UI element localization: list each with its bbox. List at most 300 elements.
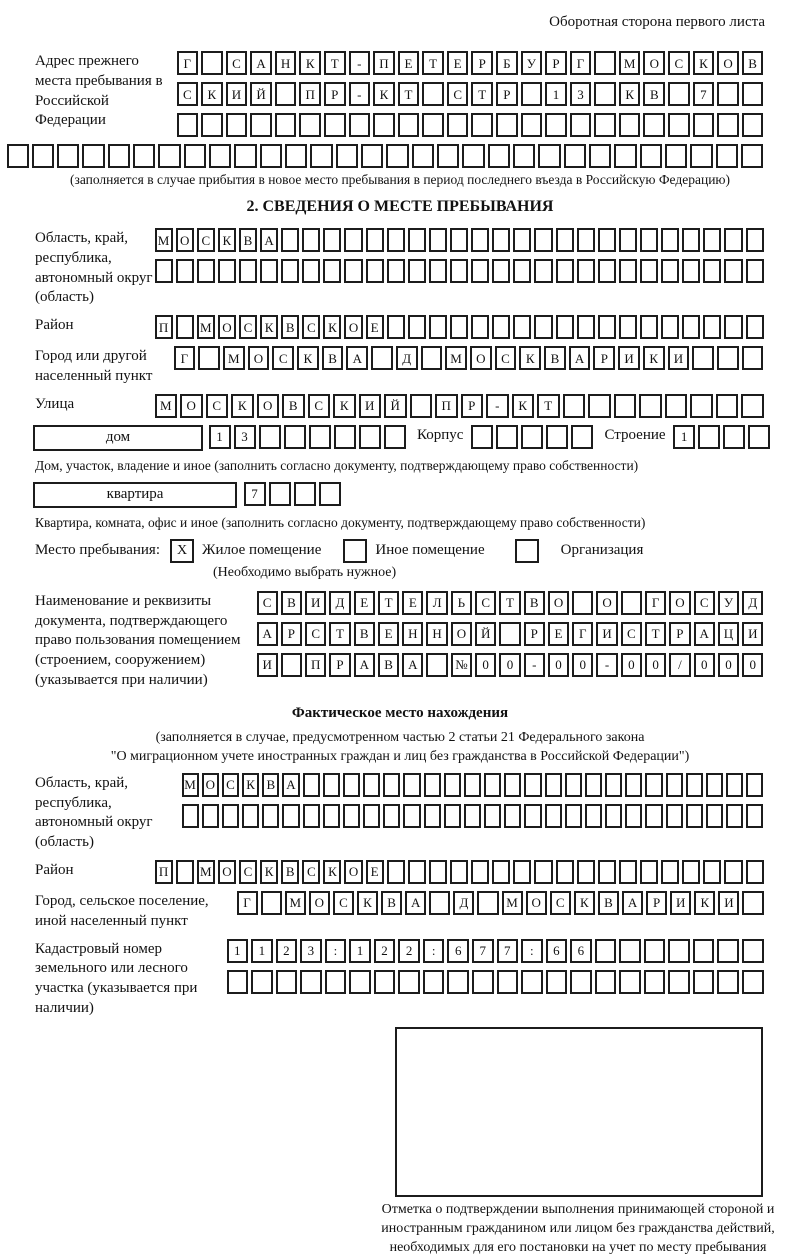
char-cell[interactable]: [545, 113, 567, 137]
char-cell[interactable]: М: [619, 51, 641, 75]
char-cell[interactable]: [158, 144, 180, 168]
char-cell[interactable]: [534, 315, 552, 339]
char-cell[interactable]: [521, 425, 543, 449]
organization-checkbox[interactable]: [515, 539, 539, 563]
char-cell[interactable]: [182, 804, 199, 828]
char-cell[interactable]: [746, 804, 763, 828]
char-cell[interactable]: У: [718, 591, 739, 615]
char-cell[interactable]: [563, 394, 586, 418]
char-cell[interactable]: [639, 394, 662, 418]
char-cell[interactable]: С: [206, 394, 229, 418]
char-cell[interactable]: [556, 228, 574, 252]
char-cell[interactable]: А: [569, 346, 591, 370]
char-cell[interactable]: [690, 394, 713, 418]
char-cell[interactable]: [724, 860, 742, 884]
region-row-2[interactable]: [153, 259, 765, 283]
char-cell[interactable]: В: [322, 346, 344, 370]
char-cell[interactable]: [242, 804, 259, 828]
char-cell[interactable]: [585, 804, 602, 828]
char-cell[interactable]: О: [218, 315, 236, 339]
char-cell[interactable]: А: [354, 653, 375, 677]
char-cell[interactable]: С: [333, 891, 354, 915]
char-cell[interactable]: [565, 804, 582, 828]
char-cell[interactable]: [269, 482, 291, 506]
char-cell[interactable]: [444, 773, 461, 797]
char-cell[interactable]: О: [596, 591, 617, 615]
char-cell[interactable]: Р: [524, 622, 545, 646]
char-cell[interactable]: [686, 773, 703, 797]
char-cell[interactable]: 0: [694, 653, 715, 677]
char-cell[interactable]: [742, 939, 764, 963]
char-cell[interactable]: [444, 804, 461, 828]
char-cell[interactable]: [692, 346, 714, 370]
char-cell[interactable]: [239, 259, 257, 283]
char-cell[interactable]: 6: [546, 939, 568, 963]
char-cell[interactable]: [661, 315, 679, 339]
char-cell[interactable]: [426, 653, 447, 677]
char-cell[interactable]: [471, 259, 489, 283]
char-cell[interactable]: [716, 394, 739, 418]
char-cell[interactable]: [349, 113, 371, 137]
char-cell[interactable]: [698, 425, 720, 449]
char-cell[interactable]: Е: [548, 622, 569, 646]
char-cell[interactable]: [275, 82, 297, 106]
char-cell[interactable]: [450, 315, 468, 339]
char-cell[interactable]: [742, 113, 764, 137]
char-cell[interactable]: [741, 394, 764, 418]
char-cell[interactable]: О: [344, 860, 362, 884]
char-cell[interactable]: Р: [461, 394, 484, 418]
char-cell[interactable]: О: [257, 394, 280, 418]
char-cell[interactable]: Р: [281, 622, 302, 646]
char-cell[interactable]: А: [405, 891, 426, 915]
char-cell[interactable]: К: [619, 82, 641, 106]
char-cell[interactable]: С: [222, 773, 239, 797]
char-cell[interactable]: [57, 144, 79, 168]
cadastral-row-2[interactable]: [225, 970, 765, 994]
korpus-row[interactable]: [469, 425, 594, 449]
char-cell[interactable]: С: [668, 51, 690, 75]
char-cell[interactable]: О: [176, 228, 194, 252]
char-cell[interactable]: [429, 315, 447, 339]
prev-address-row-2[interactable]: [175, 82, 765, 106]
char-cell[interactable]: [619, 113, 641, 137]
char-cell[interactable]: [429, 891, 450, 915]
char-cell[interactable]: [717, 113, 739, 137]
char-cell[interactable]: [176, 315, 194, 339]
char-cell[interactable]: [717, 970, 739, 994]
char-cell[interactable]: С: [447, 82, 469, 106]
char-cell[interactable]: И: [257, 653, 278, 677]
char-cell[interactable]: 3: [300, 939, 322, 963]
char-cell[interactable]: [262, 804, 279, 828]
char-cell[interactable]: [386, 144, 408, 168]
char-cell[interactable]: [513, 860, 531, 884]
char-cell[interactable]: [260, 144, 282, 168]
char-cell[interactable]: [665, 394, 688, 418]
char-cell[interactable]: Т: [499, 591, 520, 615]
char-cell[interactable]: К: [333, 394, 356, 418]
char-cell[interactable]: В: [282, 394, 305, 418]
char-cell[interactable]: -: [486, 394, 509, 418]
char-cell[interactable]: [640, 860, 658, 884]
char-cell[interactable]: А: [622, 891, 643, 915]
char-cell[interactable]: [82, 144, 104, 168]
char-cell[interactable]: Т: [398, 82, 420, 106]
char-cell[interactable]: [300, 970, 322, 994]
char-cell[interactable]: [319, 482, 341, 506]
char-cell[interactable]: [703, 860, 721, 884]
char-cell[interactable]: 0: [499, 653, 520, 677]
char-cell[interactable]: [598, 259, 616, 283]
char-cell[interactable]: Т: [422, 51, 444, 75]
char-cell[interactable]: Р: [593, 346, 615, 370]
char-cell[interactable]: [334, 425, 356, 449]
char-cell[interactable]: С: [475, 591, 496, 615]
char-cell[interactable]: [524, 804, 541, 828]
char-cell[interactable]: С: [302, 315, 320, 339]
char-cell[interactable]: 3: [570, 82, 592, 106]
char-cell[interactable]: [359, 425, 381, 449]
char-cell[interactable]: [202, 804, 219, 828]
char-cell[interactable]: [371, 346, 393, 370]
char-cell[interactable]: Е: [354, 591, 375, 615]
char-cell[interactable]: [668, 113, 690, 137]
char-cell[interactable]: К: [373, 82, 395, 106]
street-row[interactable]: [153, 394, 765, 418]
char-cell[interactable]: Й: [475, 622, 496, 646]
char-cell[interactable]: [625, 773, 642, 797]
char-cell[interactable]: К: [512, 394, 535, 418]
char-cell[interactable]: Р: [646, 891, 667, 915]
char-cell[interactable]: [605, 773, 622, 797]
char-cell[interactable]: [383, 773, 400, 797]
char-cell[interactable]: [521, 113, 543, 137]
char-cell[interactable]: [513, 144, 535, 168]
char-cell[interactable]: [726, 773, 743, 797]
char-cell[interactable]: С: [694, 591, 715, 615]
char-cell[interactable]: 7: [497, 939, 519, 963]
char-cell[interactable]: О: [344, 315, 362, 339]
char-cell[interactable]: [668, 939, 690, 963]
char-cell[interactable]: [594, 113, 616, 137]
char-cell[interactable]: М: [155, 228, 173, 252]
char-cell[interactable]: [564, 144, 586, 168]
char-cell[interactable]: [366, 259, 384, 283]
char-cell[interactable]: С: [239, 315, 257, 339]
char-cell[interactable]: -: [596, 653, 617, 677]
char-cell[interactable]: А: [694, 622, 715, 646]
char-cell[interactable]: [521, 82, 543, 106]
prev-address-row-4[interactable]: [5, 144, 765, 168]
char-cell[interactable]: 1: [349, 939, 371, 963]
char-cell[interactable]: [408, 259, 426, 283]
actual-city-row[interactable]: [235, 891, 765, 915]
char-cell[interactable]: [447, 970, 469, 994]
char-cell[interactable]: [690, 144, 712, 168]
other-premises-checkbox[interactable]: [343, 539, 367, 563]
actual-district-row[interactable]: [153, 860, 765, 884]
char-cell[interactable]: И: [305, 591, 326, 615]
char-cell[interactable]: К: [643, 346, 665, 370]
char-cell[interactable]: К: [260, 860, 278, 884]
char-cell[interactable]: [471, 860, 489, 884]
char-cell[interactable]: С: [302, 860, 320, 884]
char-cell[interactable]: [299, 113, 321, 137]
char-cell[interactable]: [325, 970, 347, 994]
char-cell[interactable]: М: [223, 346, 245, 370]
char-cell[interactable]: [488, 144, 510, 168]
char-cell[interactable]: [589, 144, 611, 168]
char-cell[interactable]: [643, 113, 665, 137]
char-cell[interactable]: Р: [324, 82, 346, 106]
char-cell[interactable]: В: [239, 228, 257, 252]
char-cell[interactable]: С: [495, 346, 517, 370]
char-cell[interactable]: 7: [693, 82, 715, 106]
char-cell[interactable]: [421, 346, 443, 370]
char-cell[interactable]: [693, 113, 715, 137]
char-cell[interactable]: [471, 228, 489, 252]
char-cell[interactable]: С: [305, 622, 326, 646]
char-cell[interactable]: [464, 773, 481, 797]
char-cell[interactable]: [477, 891, 498, 915]
char-cell[interactable]: [748, 425, 770, 449]
char-cell[interactable]: Г: [237, 891, 258, 915]
char-cell[interactable]: [383, 804, 400, 828]
char-cell[interactable]: Е: [366, 860, 384, 884]
char-cell[interactable]: [294, 482, 316, 506]
char-cell[interactable]: Р: [496, 82, 518, 106]
char-cell[interactable]: :: [521, 939, 543, 963]
char-cell[interactable]: П: [305, 653, 326, 677]
char-cell[interactable]: [598, 315, 616, 339]
char-cell[interactable]: [363, 773, 380, 797]
char-cell[interactable]: [645, 773, 662, 797]
char-cell[interactable]: Г: [572, 622, 593, 646]
char-cell[interactable]: С: [308, 394, 331, 418]
char-cell[interactable]: [619, 939, 641, 963]
char-cell[interactable]: Е: [447, 51, 469, 75]
char-cell[interactable]: Т: [537, 394, 560, 418]
char-cell[interactable]: [471, 425, 493, 449]
char-cell[interactable]: [226, 113, 248, 137]
char-cell[interactable]: Е: [378, 622, 399, 646]
char-cell[interactable]: 2: [276, 939, 298, 963]
char-cell[interactable]: [588, 394, 611, 418]
char-cell[interactable]: [344, 228, 362, 252]
char-cell[interactable]: В: [262, 773, 279, 797]
char-cell[interactable]: [201, 113, 223, 137]
char-cell[interactable]: 2: [374, 939, 396, 963]
char-cell[interactable]: 0: [645, 653, 666, 677]
char-cell[interactable]: [565, 773, 582, 797]
char-cell[interactable]: [665, 144, 687, 168]
char-cell[interactable]: 6: [570, 939, 592, 963]
char-cell[interactable]: [556, 259, 574, 283]
char-cell[interactable]: [706, 773, 723, 797]
char-cell[interactable]: К: [218, 228, 236, 252]
char-cell[interactable]: Т: [329, 622, 350, 646]
char-cell[interactable]: О: [548, 591, 569, 615]
char-cell[interactable]: И: [618, 346, 640, 370]
char-cell[interactable]: [682, 228, 700, 252]
char-cell[interactable]: [686, 804, 703, 828]
char-cell[interactable]: [302, 228, 320, 252]
char-cell[interactable]: [619, 315, 637, 339]
char-cell[interactable]: К: [323, 315, 341, 339]
char-cell[interactable]: Т: [378, 591, 399, 615]
char-cell[interactable]: 1: [251, 939, 273, 963]
char-cell[interactable]: В: [281, 591, 302, 615]
char-cell[interactable]: С: [550, 891, 571, 915]
char-cell[interactable]: [545, 804, 562, 828]
char-cell[interactable]: К: [201, 82, 223, 106]
document-row-1[interactable]: [255, 591, 765, 615]
char-cell[interactable]: Д: [329, 591, 350, 615]
char-cell[interactable]: [621, 591, 642, 615]
char-cell[interactable]: [387, 315, 405, 339]
char-cell[interactable]: [521, 970, 543, 994]
char-cell[interactable]: [343, 773, 360, 797]
char-cell[interactable]: [201, 51, 223, 75]
char-cell[interactable]: Д: [453, 891, 474, 915]
char-cell[interactable]: П: [435, 394, 458, 418]
char-cell[interactable]: [496, 425, 518, 449]
char-cell[interactable]: [32, 144, 54, 168]
char-cell[interactable]: Р: [545, 51, 567, 75]
actual-region-row-1[interactable]: [180, 773, 765, 797]
char-cell[interactable]: Н: [402, 622, 423, 646]
actual-region-row-2[interactable]: [180, 804, 765, 828]
char-cell[interactable]: [742, 891, 763, 915]
char-cell[interactable]: И: [226, 82, 248, 106]
char-cell[interactable]: [497, 970, 519, 994]
char-cell[interactable]: [281, 653, 302, 677]
char-cell[interactable]: [303, 804, 320, 828]
char-cell[interactable]: П: [155, 315, 173, 339]
char-cell[interactable]: Ц: [718, 622, 739, 646]
char-cell[interactable]: [227, 970, 249, 994]
residential-checkbox[interactable]: X: [170, 539, 194, 563]
char-cell[interactable]: [594, 51, 616, 75]
char-cell[interactable]: [682, 860, 700, 884]
char-cell[interactable]: Г: [570, 51, 592, 75]
char-cell[interactable]: Й: [250, 82, 272, 106]
char-cell[interactable]: [361, 144, 383, 168]
char-cell[interactable]: Р: [329, 653, 350, 677]
char-cell[interactable]: [741, 144, 763, 168]
char-cell[interactable]: 1: [227, 939, 249, 963]
char-cell[interactable]: [538, 144, 560, 168]
char-cell[interactable]: [546, 970, 568, 994]
char-cell[interactable]: И: [718, 891, 739, 915]
char-cell[interactable]: [234, 144, 256, 168]
char-cell[interactable]: [387, 259, 405, 283]
char-cell[interactable]: [577, 860, 595, 884]
char-cell[interactable]: [534, 860, 552, 884]
char-cell[interactable]: [492, 228, 510, 252]
char-cell[interactable]: [668, 970, 690, 994]
char-cell[interactable]: [429, 860, 447, 884]
char-cell[interactable]: :: [325, 939, 347, 963]
char-cell[interactable]: [303, 773, 320, 797]
char-cell[interactable]: К: [693, 51, 715, 75]
char-cell[interactable]: В: [281, 315, 299, 339]
char-cell[interactable]: [462, 144, 484, 168]
char-cell[interactable]: А: [250, 51, 272, 75]
char-cell[interactable]: [285, 144, 307, 168]
char-cell[interactable]: 0: [742, 653, 763, 677]
char-cell[interactable]: [577, 259, 595, 283]
char-cell[interactable]: Г: [177, 51, 199, 75]
char-cell[interactable]: -: [349, 51, 371, 75]
char-cell[interactable]: [499, 622, 520, 646]
char-cell[interactable]: [577, 315, 595, 339]
char-cell[interactable]: В: [643, 82, 665, 106]
apartment-row[interactable]: [242, 482, 342, 506]
char-cell[interactable]: [209, 144, 231, 168]
char-cell[interactable]: [619, 228, 637, 252]
char-cell[interactable]: [598, 228, 616, 252]
char-cell[interactable]: М: [182, 773, 199, 797]
char-cell[interactable]: П: [373, 51, 395, 75]
char-cell[interactable]: [534, 259, 552, 283]
char-cell[interactable]: [598, 860, 616, 884]
char-cell[interactable]: С: [177, 82, 199, 106]
char-cell[interactable]: [387, 860, 405, 884]
char-cell[interactable]: [447, 113, 469, 137]
char-cell[interactable]: [176, 259, 194, 283]
char-cell[interactable]: 1: [209, 425, 231, 449]
char-cell[interactable]: Й: [384, 394, 407, 418]
char-cell[interactable]: [7, 144, 29, 168]
char-cell[interactable]: [349, 970, 371, 994]
char-cell[interactable]: [726, 804, 743, 828]
char-cell[interactable]: :: [423, 939, 445, 963]
char-cell[interactable]: И: [670, 891, 691, 915]
char-cell[interactable]: [251, 970, 273, 994]
char-cell[interactable]: [746, 773, 763, 797]
char-cell[interactable]: 0: [572, 653, 593, 677]
char-cell[interactable]: Ь: [451, 591, 472, 615]
char-cell[interactable]: О: [248, 346, 270, 370]
char-cell[interactable]: [496, 113, 518, 137]
char-cell[interactable]: [492, 315, 510, 339]
char-cell[interactable]: К: [357, 891, 378, 915]
char-cell[interactable]: [260, 259, 278, 283]
char-cell[interactable]: [472, 970, 494, 994]
char-cell[interactable]: [198, 346, 220, 370]
char-cell[interactable]: 3: [234, 425, 256, 449]
char-cell[interactable]: [668, 82, 690, 106]
char-cell[interactable]: Б: [496, 51, 518, 75]
char-cell[interactable]: [429, 228, 447, 252]
char-cell[interactable]: О: [717, 51, 739, 75]
char-cell[interactable]: В: [742, 51, 764, 75]
char-cell[interactable]: К: [694, 891, 715, 915]
char-cell[interactable]: [323, 228, 341, 252]
char-cell[interactable]: О: [309, 891, 330, 915]
char-cell[interactable]: [323, 773, 340, 797]
char-cell[interactable]: [570, 970, 592, 994]
char-cell[interactable]: 2: [398, 939, 420, 963]
char-cell[interactable]: В: [524, 591, 545, 615]
char-cell[interactable]: [666, 804, 683, 828]
char-cell[interactable]: [546, 425, 568, 449]
char-cell[interactable]: [387, 228, 405, 252]
char-cell[interactable]: -: [349, 82, 371, 106]
char-cell[interactable]: [471, 113, 493, 137]
